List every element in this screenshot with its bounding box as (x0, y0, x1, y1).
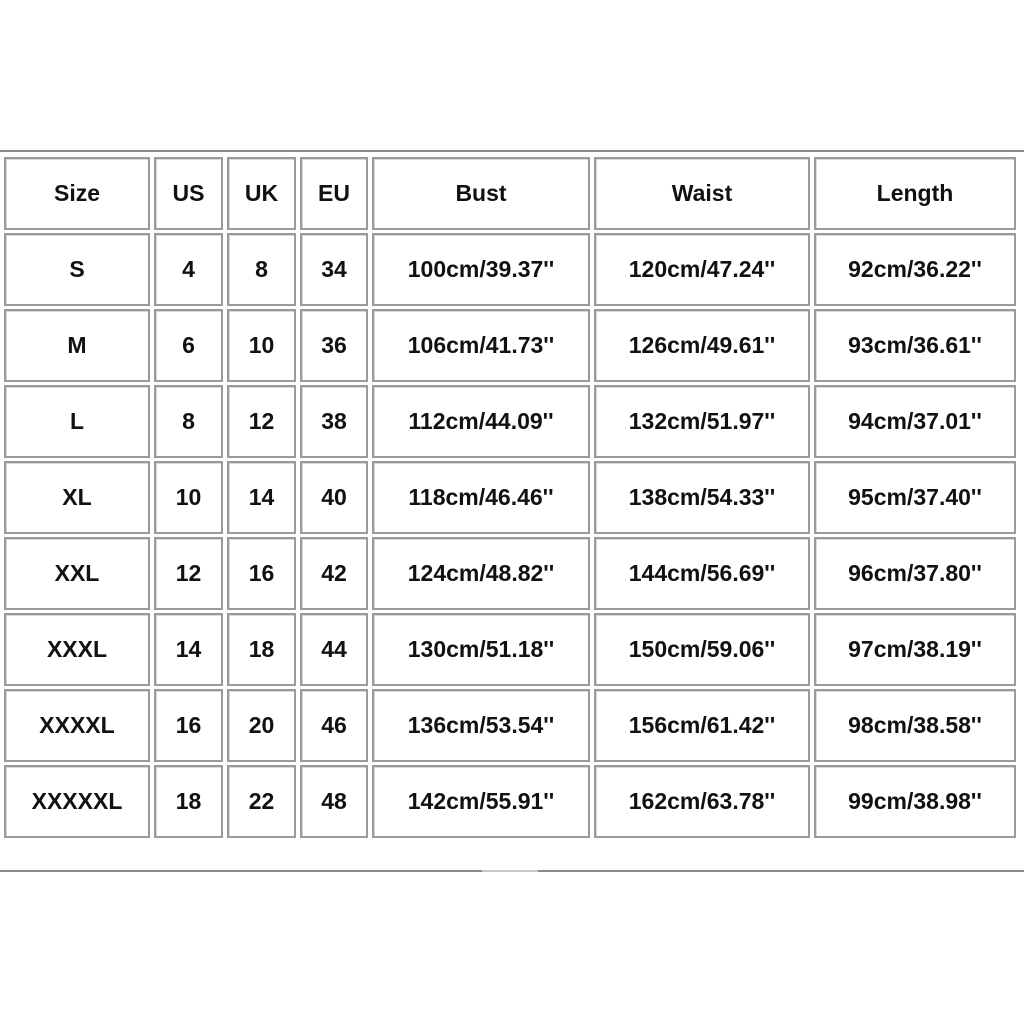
cell-length: 92cm/36.22'' (814, 233, 1016, 306)
cell-waist: 120cm/47.24'' (594, 233, 810, 306)
cell-waist: 162cm/63.78'' (594, 765, 810, 838)
table-row (4, 309, 1016, 382)
cell-length: 94cm/37.01'' (814, 385, 1016, 458)
cell-waist: 144cm/56.69'' (594, 537, 810, 610)
cell-size: XXXXL (4, 689, 150, 762)
cell-eu: 48 (300, 765, 368, 838)
cell-size: XXXL (4, 613, 150, 686)
cell-bust: 118cm/46.46'' (372, 461, 590, 534)
cell-size: S (4, 233, 150, 306)
cell-waist: 150cm/59.06'' (594, 613, 810, 686)
table-row (4, 765, 1016, 838)
header-length: Length (814, 157, 1016, 230)
cell-uk: 18 (227, 613, 296, 686)
size-chart (0, 150, 1024, 872)
cell-bust: 130cm/51.18'' (372, 613, 590, 686)
table-row (4, 689, 1016, 762)
cell-us: 10 (154, 461, 223, 534)
cell-eu: 46 (300, 689, 368, 762)
cell-bust: 124cm/48.82'' (372, 537, 590, 610)
cell-eu: 42 (300, 537, 368, 610)
cell-eu: 38 (300, 385, 368, 458)
divider-mark (482, 870, 538, 872)
cell-size: L (4, 385, 150, 458)
cell-uk: 10 (227, 309, 296, 382)
table-row (4, 461, 1016, 534)
cell-size: XXL (4, 537, 150, 610)
size-chart-table (0, 154, 1020, 841)
cell-us: 18 (154, 765, 223, 838)
cell-bust: 112cm/44.09'' (372, 385, 590, 458)
cell-waist: 132cm/51.97'' (594, 385, 810, 458)
header-waist: Waist (594, 157, 810, 230)
cell-length: 96cm/37.80'' (814, 537, 1016, 610)
header-size: Size (4, 157, 150, 230)
cell-bust: 100cm/39.37'' (372, 233, 590, 306)
cell-length: 98cm/38.58'' (814, 689, 1016, 762)
cell-uk: 16 (227, 537, 296, 610)
cell-size: XXXXXL (4, 765, 150, 838)
cell-bust: 142cm/55.91'' (372, 765, 590, 838)
cell-eu: 36 (300, 309, 368, 382)
cell-us: 6 (154, 309, 223, 382)
cell-size: XL (4, 461, 150, 534)
cell-size: M (4, 309, 150, 382)
table-row (4, 233, 1016, 306)
cell-uk: 12 (227, 385, 296, 458)
cell-length: 93cm/36.61'' (814, 309, 1016, 382)
header-eu: EU (300, 157, 368, 230)
cell-length: 99cm/38.98'' (814, 765, 1016, 838)
cell-us: 4 (154, 233, 223, 306)
cell-eu: 44 (300, 613, 368, 686)
cell-bust: 136cm/53.54'' (372, 689, 590, 762)
header-bust: Bust (372, 157, 590, 230)
cell-waist: 126cm/49.61'' (594, 309, 810, 382)
cell-uk: 14 (227, 461, 296, 534)
cell-us: 16 (154, 689, 223, 762)
cell-waist: 138cm/54.33'' (594, 461, 810, 534)
cell-waist: 156cm/61.42'' (594, 689, 810, 762)
table-row (4, 537, 1016, 610)
cell-length: 95cm/37.40'' (814, 461, 1016, 534)
cell-us: 14 (154, 613, 223, 686)
cell-uk: 20 (227, 689, 296, 762)
cell-us: 12 (154, 537, 223, 610)
table-header-row (4, 157, 1016, 230)
cell-eu: 34 (300, 233, 368, 306)
header-us: US (154, 157, 223, 230)
table-row (4, 385, 1016, 458)
cell-length: 97cm/38.19'' (814, 613, 1016, 686)
cell-eu: 40 (300, 461, 368, 534)
table-row (4, 613, 1016, 686)
cell-uk: 22 (227, 765, 296, 838)
cell-us: 8 (154, 385, 223, 458)
cell-bust: 106cm/41.73'' (372, 309, 590, 382)
header-uk: UK (227, 157, 296, 230)
cell-uk: 8 (227, 233, 296, 306)
